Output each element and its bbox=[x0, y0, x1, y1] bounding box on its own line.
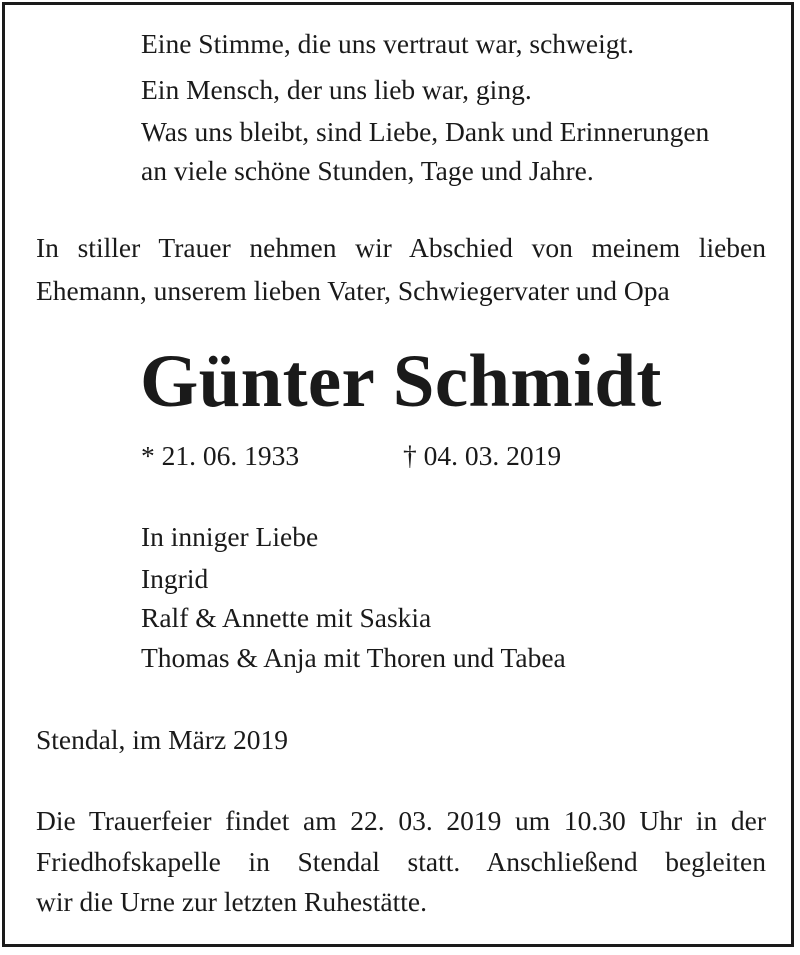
ceremony-line: wir die Urne zur letzten Ruhestätte. bbox=[36, 886, 427, 917]
intro-line: Ehemann, unserem lieben Vater, Schwiegervater und Opa bbox=[36, 275, 670, 306]
death-date: † 04. 03. 2019 bbox=[403, 440, 562, 471]
deceased-name: Günter Schmidt bbox=[140, 340, 662, 423]
poem-line: an viele schöne Stunden, Tage und Jahre. bbox=[141, 155, 594, 186]
poem-line: Eine Stimme, die uns vertraut war, schweigt. bbox=[141, 28, 635, 59]
ceremony-line: Die Trauerfeier findet am 22. 03. 2019 um 10.30 Uhr in der bbox=[36, 805, 766, 836]
ceremony-line: Friedhofskapelle in Stendal statt. Anschließend begleiten bbox=[36, 846, 766, 877]
birth-date: * 21. 06. 1933 bbox=[141, 440, 300, 471]
mourner-line: Thomas & Anja mit Thoren und Tabea bbox=[141, 642, 566, 673]
mourner-line: In inniger Liebe bbox=[141, 521, 319, 552]
mourner-line: Ingrid bbox=[141, 563, 209, 594]
intro-line: In stiller Trauer nehmen wir Abschied von meinem lieben bbox=[36, 232, 766, 263]
poem-line: Was uns bleibt, sind Liebe, Dank und Erinnerungen bbox=[141, 116, 710, 147]
poem-line: Ein Mensch, der uns lieb war, ging. bbox=[141, 74, 532, 105]
place-date: Stendal, im März 2019 bbox=[36, 724, 289, 755]
mourner-line: Ralf & Annette mit Saskia bbox=[141, 602, 432, 633]
